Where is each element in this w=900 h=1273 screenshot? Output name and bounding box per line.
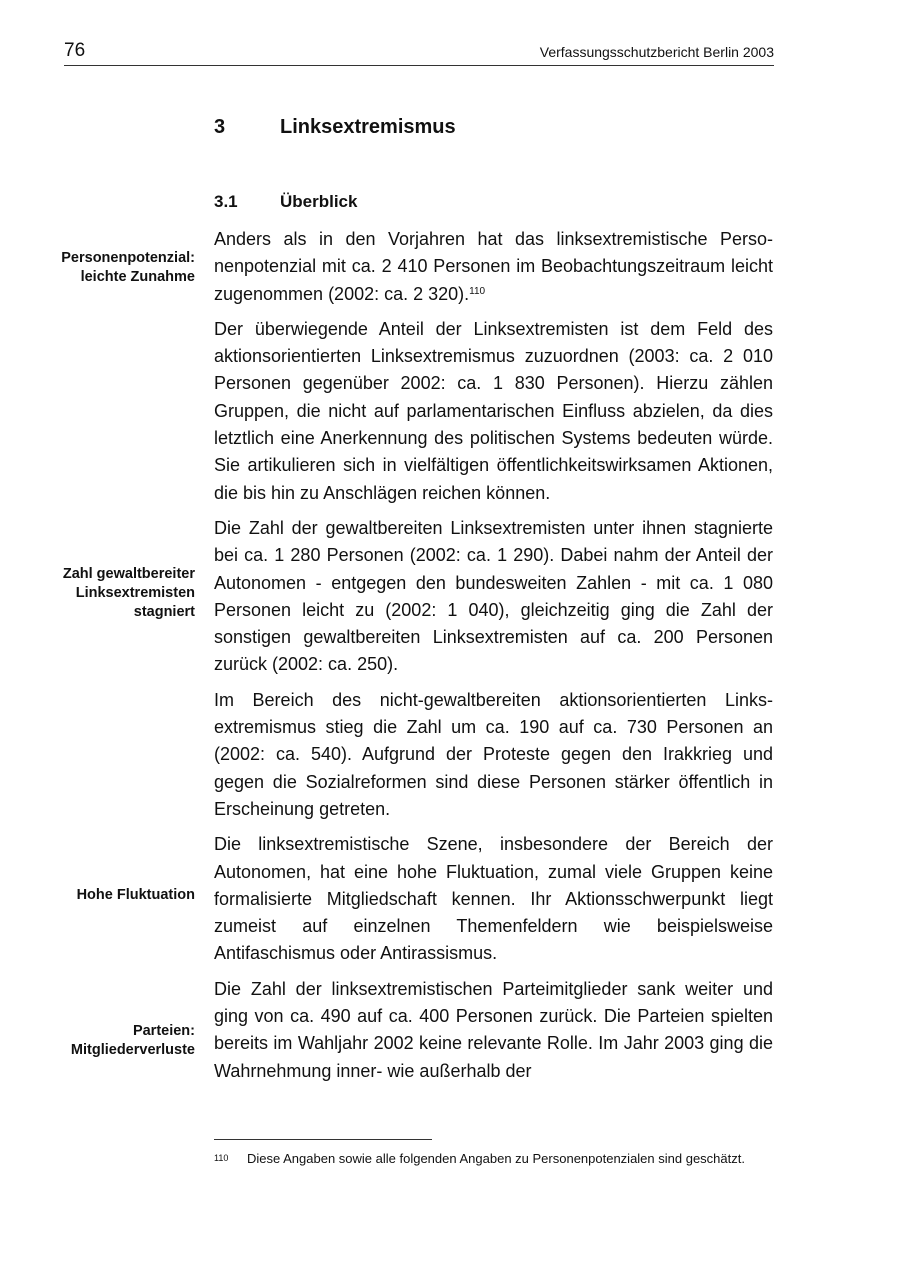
chapter-number: 3 <box>214 116 226 138</box>
footnote-separator <box>214 1139 432 1140</box>
footnote-text: Diese Angaben sowie alle folgenden Angaben zu Personenpotenzialen sind geschätzt. <box>247 1151 745 1166</box>
paragraph: Der überwiegende Anteil der Linksextremisten ist dem Feld des aktionsorientierten Linksextremismus zuzuordnen (2003: ca. 2 010 Personen gegenüber 2002: ca. 1 830 Personen). Hierzu zählen Gruppen, die nicht auf parlamentarischen Einfluss abzielen, da dies letztlich eine Anerkennung des politischen Systems bedeuten würde. Sie artikulieren sich in vielfältigen öffentlichkeitswirksamen Aktionen, die bis hin zu Anschlägen reichen können. <box>214 318 773 503</box>
body-text <box>214 226 773 1093</box>
page-number: 76 <box>64 40 86 61</box>
margin-note: Parteien: Mitgliederverluste <box>70 1023 195 1058</box>
paragraph: Im Bereich des nicht-gewaltbereiten aktionsorientierten Linksextremismus stieg die Zahl um ca. 190 auf ca. 730 Personen an (2002: ca. 540). Aufgrund der Proteste gegen den Irakkrieg und gegen die Sozialreformen sind diese Personen stärker öffentlich in Erscheinung getreten. <box>214 689 773 819</box>
paragraph: Die Zahl der linksextremistischen Parteimitglieder sank weiter und ging von ca. 490 auf ca. 400 Personen zurück. Die Parteien spielten bereits im Wahljahr 2002 keine relevante Rolle. Im Jahr 2003 ging die Wahrnehmung inner- wie außerhalb der <box>214 978 773 1081</box>
chapter-heading <box>214 116 456 139</box>
paragraph <box>214 226 773 308</box>
section-number: 3.1 <box>214 192 238 211</box>
chapter-title: Linksextremismus <box>280 116 456 138</box>
margin-note: Personenpotenzial: leichte Zunahme <box>61 250 195 285</box>
paragraph: Die Zahl der gewaltbereiten Linksextremisten unter ihnen stagnierte bei ca. 1 280 Personen (2002: ca. 1 290). Dabei nahm der Anteil der Autonomen - entgegen den bundesweiten Zahlen - mit ca. 1 080 Personen leicht zu (2002: 1 040), gleichzeitig ging die Zahl der sonstigen gewaltbereiten Linksextremisten auf ca. 200 Personen zurück (2002: ca. 250). <box>214 517 773 675</box>
paragraph: Die linksextremistische Szene, insbesondere der Bereich der Autonomen, hat eine hohe Fluktuation, zumal viele Gruppen keine formalisierte Mitgliedschaft kennen. Ihr Aktionsschwerpunkt liegt zumeist auf einzelnen Themenfeldern wie beispielsweise Antifaschismus oder Antirassismus. <box>214 834 773 964</box>
running-title: Verfassungsschutzbericht Berlin 2003 <box>539 44 774 60</box>
paragraph-text: Anders als in den Vorjahren hat das linksextremistische Personenpotenzial mit ca. 2 410 Personen im Beobachtungszeitraum leicht zugenommen (2002: ca. 2 320). <box>214 229 773 304</box>
footnote <box>214 1150 773 1167</box>
footnote-number: 110 <box>214 1153 229 1163</box>
footnote-reference[interactable]: 110 <box>469 285 486 297</box>
section-heading <box>214 192 357 212</box>
section-title: Überblick <box>280 192 358 211</box>
margin-note: Zahl gewaltbereiter Linksextremisten stagniert <box>62 566 195 620</box>
margin-note: Hohe Fluktuation <box>76 887 195 903</box>
page-header <box>64 40 774 66</box>
